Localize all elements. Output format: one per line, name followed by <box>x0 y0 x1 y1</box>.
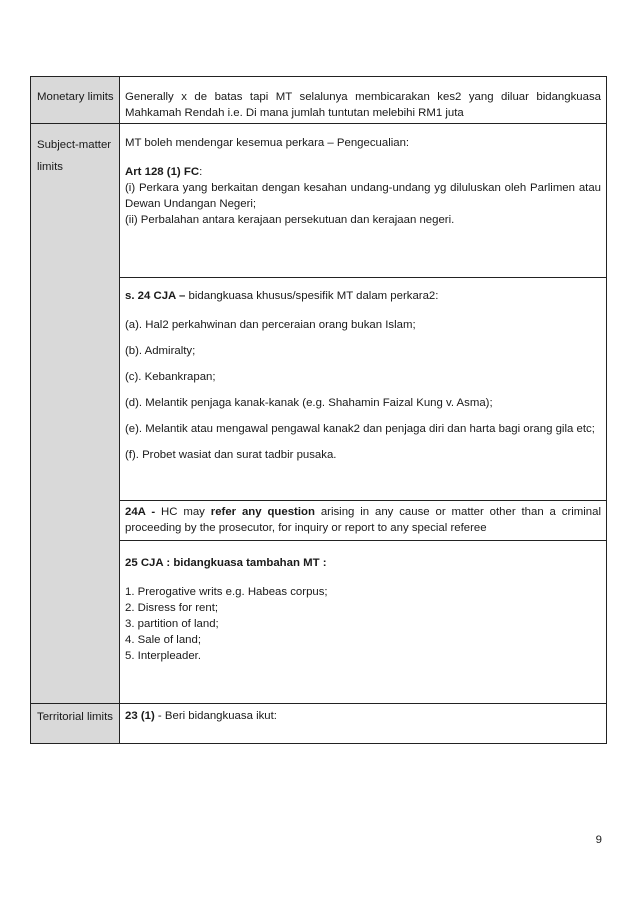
s25-item: 5. Interpleader. <box>125 650 201 662</box>
row-label-monetary: Monetary limits <box>37 91 114 103</box>
s24-item: (d). Melantik penjaga kanak-kanak (e.g. Shahamin Faizal Kung v. Asma); <box>125 397 493 409</box>
s24a-heading: 24A - <box>125 506 156 518</box>
territorial-cell <box>120 704 607 744</box>
s25-item: 1. Prerogative writs e.g. Habeas corpus; <box>125 586 328 598</box>
art-128-colon: : <box>199 166 203 178</box>
monetary-text: Generally x de batas tapi MT selalunya membicarakan kes2 yang diluar bidangkuasa Mahkamah Rendah i.e. Di mana jumlah tuntutan melebihi RM1 juta <box>125 91 601 119</box>
s24a-pre: HC may <box>155 506 211 518</box>
row-label-cell <box>31 124 120 704</box>
s24a-cell <box>120 501 607 541</box>
territorial-heading: 23 (1) <box>125 710 155 722</box>
table-row-territorial <box>31 704 607 744</box>
s25-item: 3. partition of land; <box>125 618 219 630</box>
table-row-subject-matter <box>31 124 607 278</box>
s24-heading-line <box>125 288 601 304</box>
row-content-cell <box>120 77 607 124</box>
art-128-heading-line <box>125 164 601 180</box>
jurisdiction-table <box>30 76 607 744</box>
art-128-heading: Art 128 (1) FC <box>125 166 200 178</box>
row-label-subject-matter: Subject-matter limits <box>37 139 112 173</box>
territorial-line <box>125 708 601 724</box>
s25-cell <box>120 541 607 704</box>
territorial-text: - Beri bidangkuasa ikut: <box>154 710 277 722</box>
art-128-cell <box>120 124 607 278</box>
s24-item: (f). Probet wasiat dan surat tadbir pusaka. <box>125 449 337 461</box>
s24-cell <box>120 278 607 501</box>
row-label-cell <box>31 704 120 744</box>
page-number: 9 <box>595 834 602 846</box>
s24-item: (c). Kebankrapan; <box>125 371 216 383</box>
s24a-post: arising in any cause or matter other than a criminal proceeding by the prosecutor, for inquiry or report to any special referee <box>125 506 601 534</box>
s25-item: 2. Disress for rent; <box>125 602 219 614</box>
s24-item: (b). Admiralty; <box>125 345 196 357</box>
s24-item: (a). Hal2 perkahwinan dan perceraian orang bukan Islam; <box>125 319 416 331</box>
row-label-territorial: Territorial limits <box>37 711 113 723</box>
s25-heading: 25 CJA : bidangkuasa tambahan MT : <box>125 557 327 569</box>
s24-text: bidangkuasa khusus/spesifik MT dalam perkara2: <box>185 290 439 302</box>
s24-item: (e). Melantik atau mengawal pengawal kanak2 dan penjaga diri dan harta bagi orang gila etc; <box>125 423 595 435</box>
row-label-cell <box>31 77 120 124</box>
s24a-bold: refer any question <box>210 506 315 518</box>
s24a-paragraph <box>125 504 601 536</box>
art-item: (i) Perkara yang berkaitan dengan kesahan undang-undang yg diluluskan oleh Parlimen atau Dewan Undangan Negeri; <box>125 182 601 210</box>
subject-intro: MT boleh mendengar kesemua perkara – Pengecualian: <box>125 137 410 149</box>
art-item: (ii) Perbalahan antara kerajaan persekutuan dan kerajaan negeri. <box>125 214 455 226</box>
s25-item: 4. Sale of land; <box>125 634 201 646</box>
table-row-monetary <box>31 77 607 124</box>
s24-heading: s. 24 CJA – <box>125 290 186 302</box>
